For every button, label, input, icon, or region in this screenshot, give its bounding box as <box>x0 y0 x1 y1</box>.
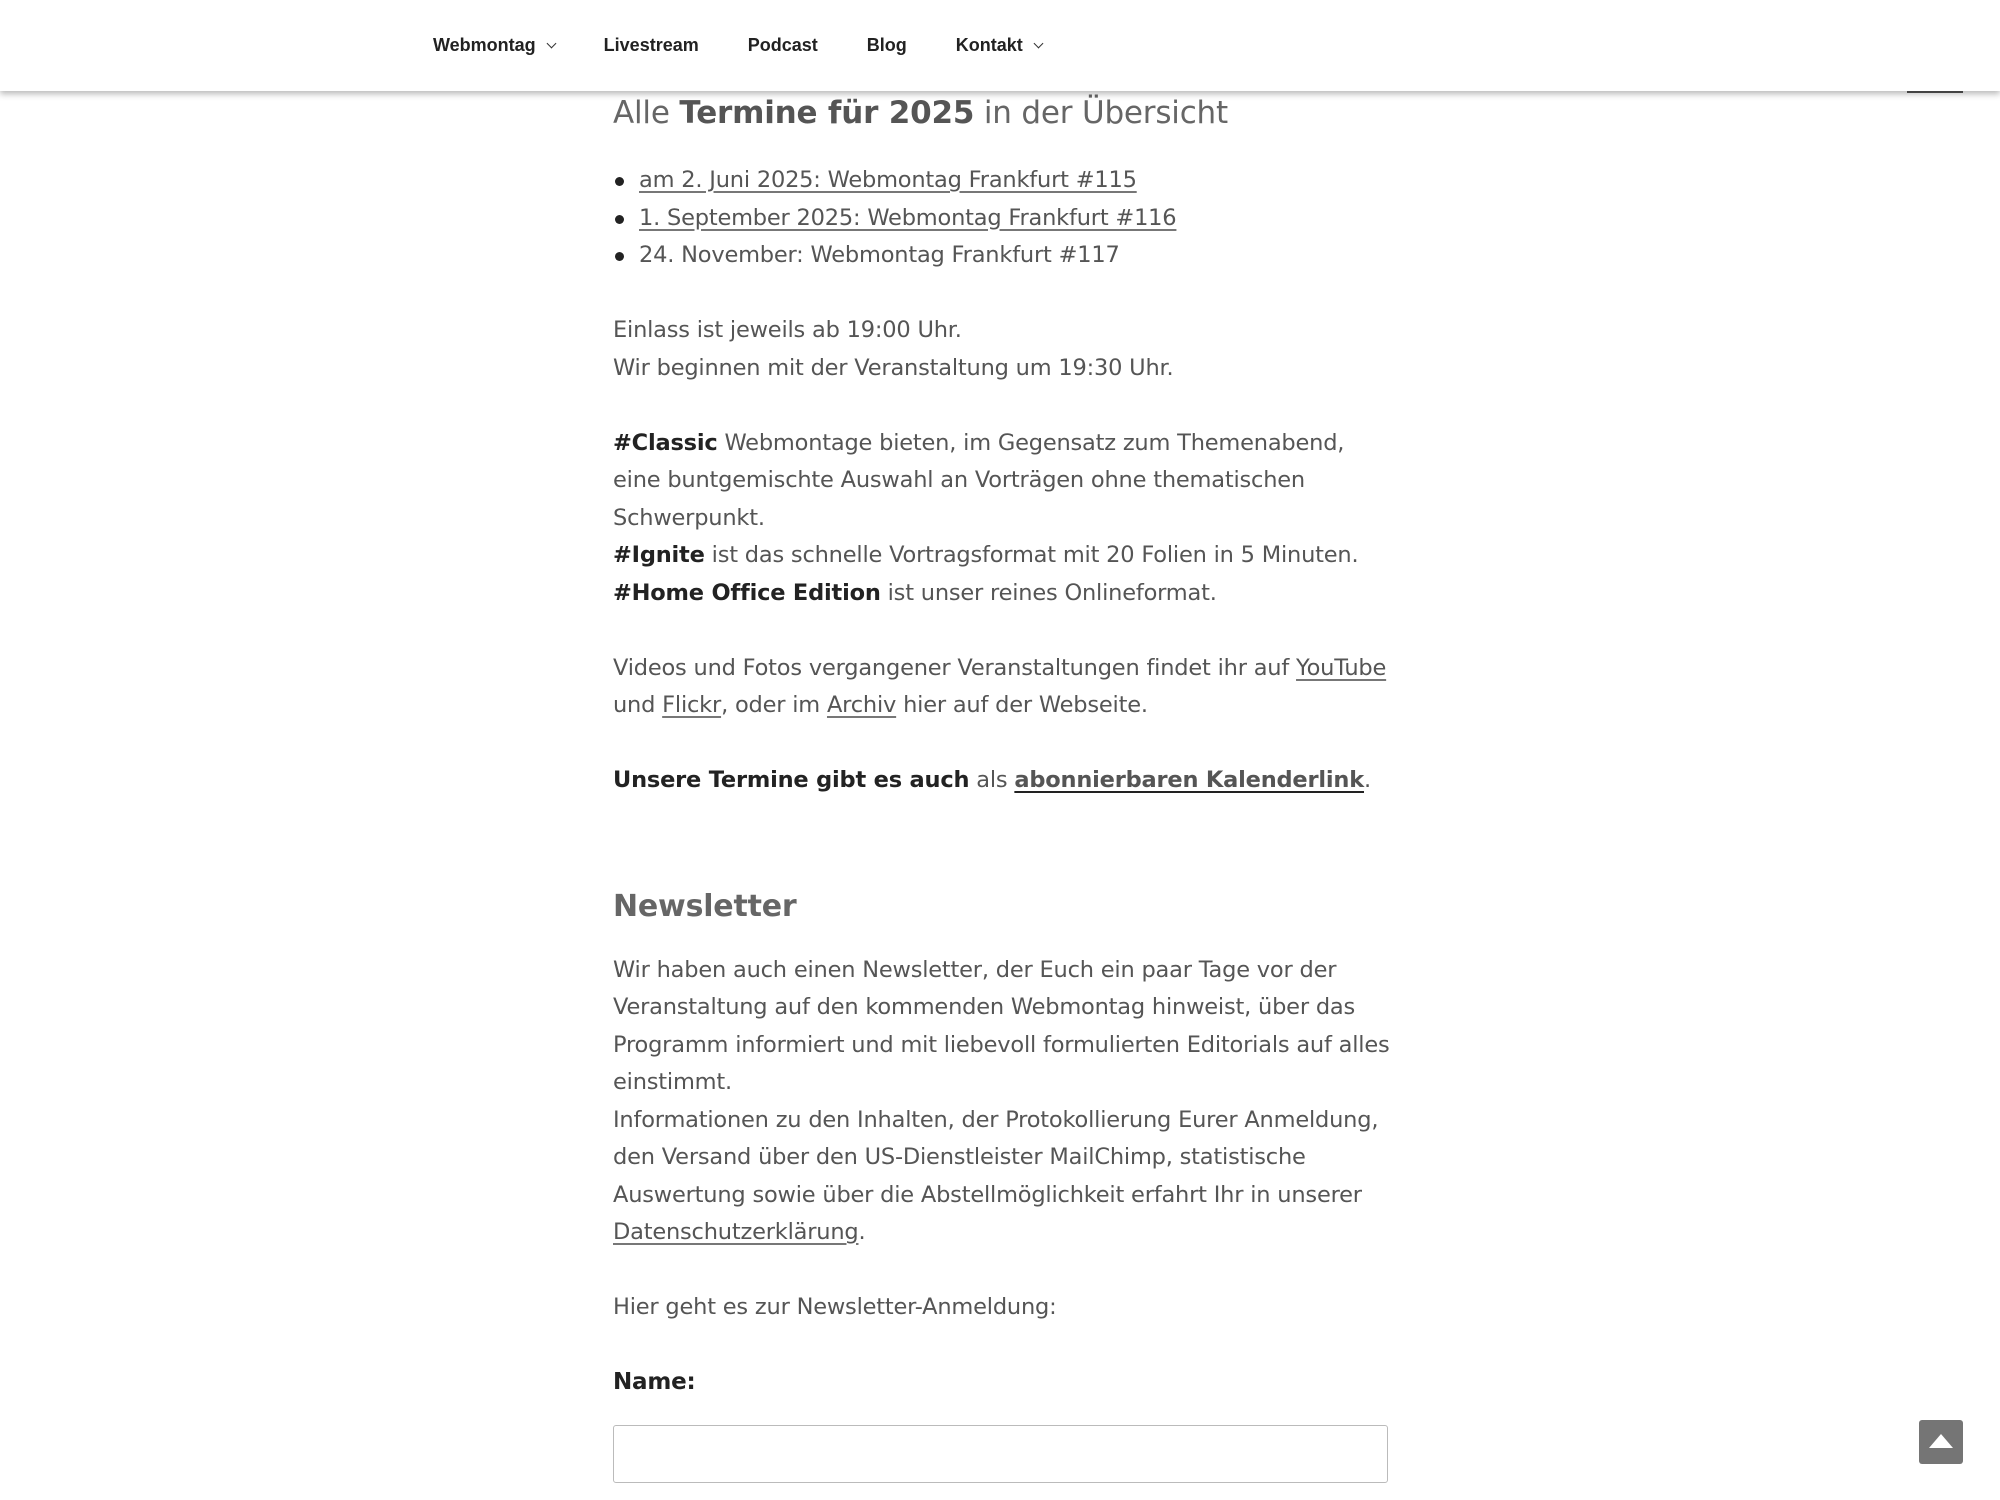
spacer <box>613 387 1393 425</box>
videos-text: und <box>613 692 663 718</box>
nav-item-livestream[interactable] <box>604 35 699 56</box>
list-item <box>639 237 1393 275</box>
arrow-up-icon <box>1929 1434 1953 1448</box>
chevron-down-icon <box>1033 39 1043 49</box>
heading-bold: Termine für 2025 <box>679 95 975 131</box>
spacer <box>613 725 1393 763</box>
scroll-to-top-button[interactable] <box>1919 1420 1963 1464</box>
name-input[interactable] <box>613 1425 1388 1483</box>
main-navigation <box>433 0 1091 91</box>
flickr-link[interactable]: Flickr <box>662 692 722 718</box>
youtube-link[interactable]: YouTube <box>1296 654 1387 681</box>
nav-item-label: Livestream <box>603 35 699 55</box>
videos-text: , oder im <box>721 692 827 718</box>
nav-item-label: Podcast <box>747 35 818 55</box>
einlass-text: Einlass ist jeweils ab 19:00 Uhr. <box>613 317 962 343</box>
datenschutz-link[interactable]: Datenschutzerklärung <box>613 1219 859 1245</box>
beginn-text: Wir beginnen mit der Veranstaltung um 19:30 Uhr. <box>613 354 1174 381</box>
list-item <box>639 162 1393 200</box>
nav-item-blog[interactable] <box>867 35 907 56</box>
nav-item-label: Webmontag <box>433 35 536 55</box>
privacy-text: Informationen zu den Inhalten, der Protokollierung Eurer Anmeldung, den Versand über den US-Dienstleister MailChimp, statistische Auswertung sowie über die Abstellmöglichkeit erfahrt Ihr in unserer <box>613 1106 1379 1208</box>
kalender-text: als <box>969 767 1015 793</box>
ignite-tag: #Ignite <box>613 542 705 568</box>
spacer <box>613 612 1393 650</box>
nav-item-kontakt[interactable] <box>956 35 1042 56</box>
newsletter-description: Wir haben auch einen Newsletter, der Euch ein paar Tage vor der Veranstaltung auf den kommenden Webmontag hinweist, über das Programm informiert und mit liebevoll formulierten Editorials auf alles einstimmt. <box>613 956 1390 1095</box>
ignite-text: ist das schnelle Vortragsformat mit 20 Folien in 5 Minuten. <box>704 542 1359 568</box>
spacer <box>613 1252 1393 1290</box>
nav-item-label: Kontakt <box>955 35 1023 55</box>
videos-text: hier auf der Webseite. <box>896 692 1148 718</box>
classic-paragraph <box>613 425 1393 538</box>
home-office-text: ist unser reines Onlineformat. <box>880 579 1217 606</box>
privacy-text: . <box>858 1219 866 1245</box>
kalender-text: . <box>1364 767 1371 793</box>
ignite-paragraph <box>613 537 1393 575</box>
home-office-paragraph <box>613 575 1393 613</box>
nav-item-label: Blog <box>866 35 907 55</box>
videos-paragraph <box>613 650 1393 725</box>
termine-list <box>613 162 1393 275</box>
newsletter-heading: Newsletter <box>613 888 797 924</box>
site-header <box>0 0 2000 91</box>
newsletter-anmeldung-text: Hier geht es zur Newsletter-Anmeldung: <box>613 1294 1057 1320</box>
main-content <box>613 80 1393 1483</box>
nav-item-podcast[interactable] <box>748 35 818 56</box>
kalender-link[interactable]: abonnierbaren Kalenderlink <box>1014 767 1364 793</box>
classic-text: Webmontage bieten, im Gegensatz zum Themenabend, eine buntgemischte Auswahl an Vorträgen ohne thematischen Schwerpunkt. <box>613 429 1345 531</box>
kalender-paragraph <box>613 762 1393 800</box>
classic-tag: #Classic <box>613 429 718 456</box>
spacer <box>613 275 1393 313</box>
newsletter-privacy-paragraph <box>613 1102 1393 1252</box>
archiv-link[interactable]: Archiv <box>826 692 897 718</box>
videos-text: Videos und Fotos vergangener Veranstaltungen findet ihr auf <box>613 654 1297 681</box>
name-label: Name: <box>613 1369 696 1395</box>
nav-item-webmontag[interactable] <box>433 35 555 56</box>
heading-part: in der Übersicht <box>974 95 1228 131</box>
termin-text-117: 24. November: Webmontag Frankfurt #117 <box>639 242 1120 268</box>
heading-part: Alle <box>613 95 680 131</box>
termin-link-115[interactable]: am 2. Juni 2025: Webmontag Frankfurt #115 <box>639 167 1137 193</box>
list-item <box>639 200 1393 238</box>
termin-link-116[interactable]: 1. September 2025: Webmontag Frankfurt #116 <box>639 204 1177 231</box>
kalender-bold-text: Unsere Termine gibt es auch <box>613 767 970 793</box>
home-office-tag: #Home Office Edition <box>613 579 881 606</box>
chevron-down-icon <box>546 39 556 49</box>
menu-toggle-edge <box>1907 91 1963 93</box>
